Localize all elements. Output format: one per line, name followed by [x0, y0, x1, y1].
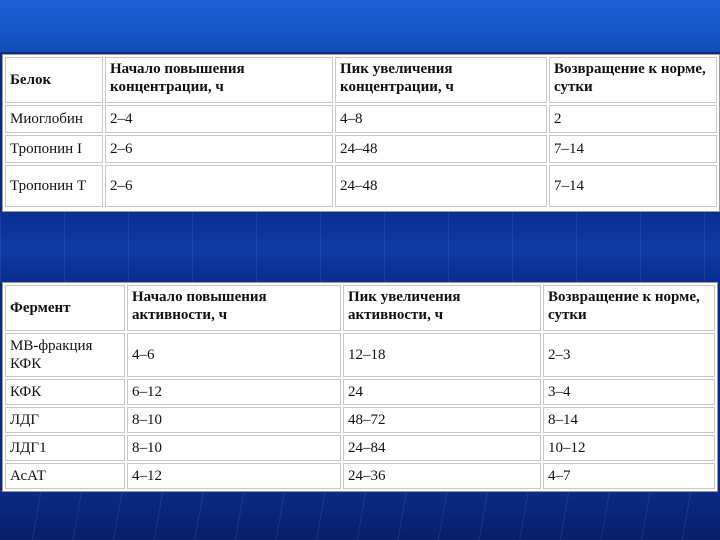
middle-band — [0, 212, 720, 282]
cell-enzyme: КФК — [5, 379, 125, 405]
cell-onset: 8–10 — [127, 407, 341, 433]
cell-peak: 24–48 — [335, 135, 547, 163]
protein-markers-table — [3, 55, 719, 209]
protein-table-panel — [2, 54, 720, 212]
cell-peak: 24 — [343, 379, 541, 405]
cell-peak: 4–8 — [335, 105, 547, 133]
cell-peak: 12–18 — [343, 333, 541, 377]
cell-return: 7–14 — [549, 165, 717, 207]
column-header-peak: Пик увеличения активности, ч — [343, 285, 541, 331]
cell-onset: 2–4 — [105, 105, 333, 133]
cell-protein: Миоглобин — [5, 105, 103, 133]
cell-protein: Тропонин Т — [5, 165, 103, 207]
table-row — [5, 407, 715, 433]
table-row — [5, 463, 715, 489]
column-header-peak: Пик увеличения концентрации, ч — [335, 57, 547, 103]
cell-peak: 24–36 — [343, 463, 541, 489]
cell-onset: 2–6 — [105, 165, 333, 207]
cell-peak: 48–72 — [343, 407, 541, 433]
enzyme-table-panel — [2, 282, 718, 492]
table-row — [5, 435, 715, 461]
cell-return: 2 — [549, 105, 717, 133]
column-header-return: Возвращение к норме, сутки — [549, 57, 717, 103]
top-band — [0, 0, 720, 52]
cell-return: 3–4 — [543, 379, 715, 405]
column-header-return: Возвращение к норме, сутки — [543, 285, 715, 331]
enzyme-markers-table — [3, 283, 717, 491]
table-row — [5, 105, 717, 133]
cell-onset: 4–6 — [127, 333, 341, 377]
cell-onset: 8–10 — [127, 435, 341, 461]
cell-enzyme: ЛДГ1 — [5, 435, 125, 461]
cell-enzyme: МВ-фракция КФК — [5, 333, 125, 377]
cell-peak: 24–84 — [343, 435, 541, 461]
table-row — [5, 135, 717, 163]
cell-return: 2–3 — [543, 333, 715, 377]
column-header-protein: Белок — [5, 57, 103, 103]
column-header-onset: Начало повышения концентрации, ч — [105, 57, 333, 103]
cell-return: 10–12 — [543, 435, 715, 461]
table-header-row — [5, 285, 715, 331]
cell-return: 4–7 — [543, 463, 715, 489]
table-row — [5, 333, 715, 377]
column-header-enzyme: Фермент — [5, 285, 125, 331]
cell-onset: 6–12 — [127, 379, 341, 405]
table-row — [5, 165, 717, 207]
cell-peak: 24–48 — [335, 165, 547, 207]
table-row — [5, 379, 715, 405]
cell-enzyme: ЛДГ — [5, 407, 125, 433]
bottom-band — [0, 490, 720, 540]
column-header-onset: Начало повышения активности, ч — [127, 285, 341, 331]
cell-enzyme: АсАТ — [5, 463, 125, 489]
cell-onset: 2–6 — [105, 135, 333, 163]
cell-return: 7–14 — [549, 135, 717, 163]
cell-onset: 4–12 — [127, 463, 341, 489]
cell-protein: Тропонин I — [5, 135, 103, 163]
table-header-row — [5, 57, 717, 103]
cell-return: 8–14 — [543, 407, 715, 433]
